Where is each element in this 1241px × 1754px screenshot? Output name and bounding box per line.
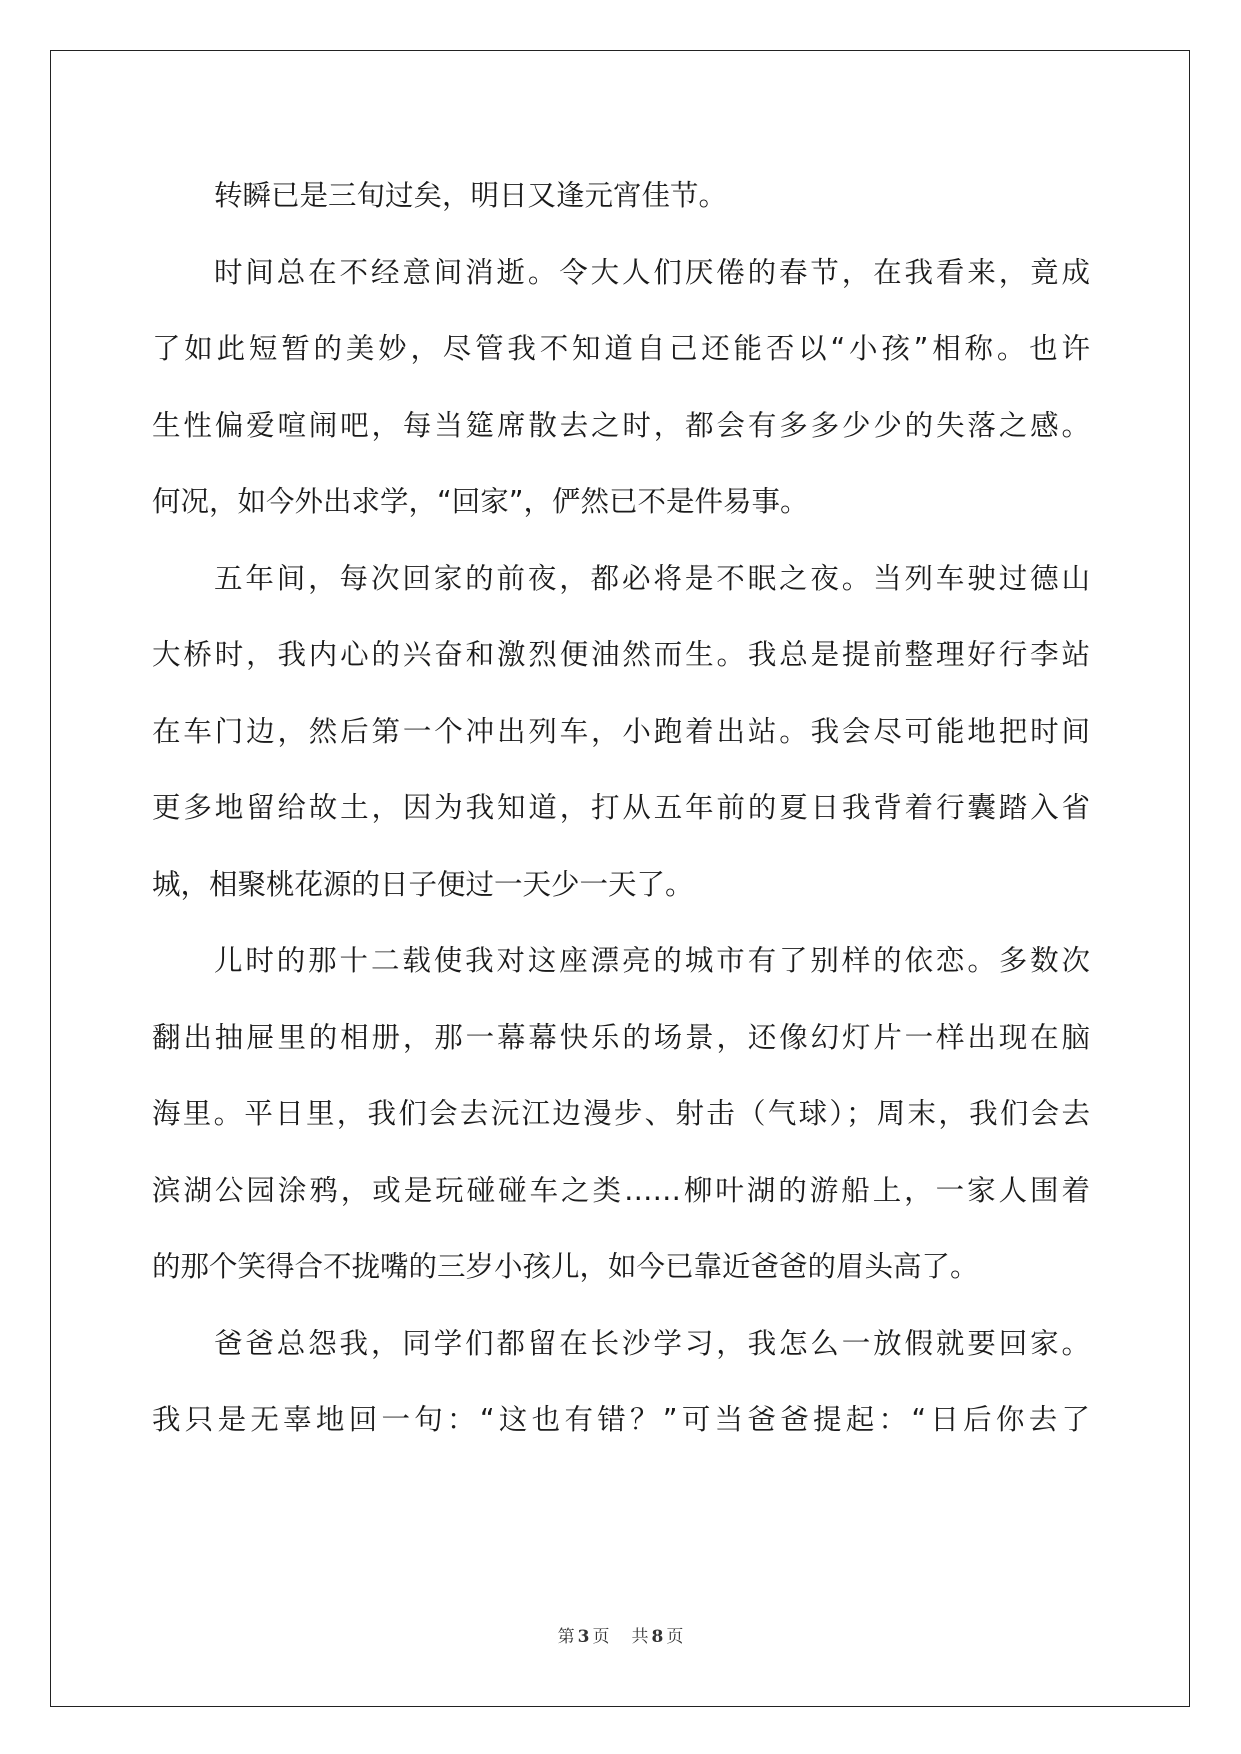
text-line: 时间总在不经意间消逝。令大人们厌倦的春节，在我看来，竟成 — [214, 255, 1090, 289]
text-line: 的那个笑得合不拢嘴的三岁小孩儿，如今已靠近爸爸的眉头高了。 — [152, 1250, 979, 1283]
text-line: 海里。平日里，我们会去沅江边漫步、射击（气球）；周末，我们会去 — [152, 1097, 1090, 1130]
text-line: 城，相聚桃花源的日子便过一天少一天了。 — [152, 867, 694, 901]
text-line: 五年间，每次回家的前夜，都必将是不眠之夜。当列车驶过德山 — [214, 561, 1090, 595]
text-line: 我只是无辜地回一句：“这也有错？”可当爸爸提起：“日后你去了 — [152, 1403, 1090, 1436]
page-prefix: 第 — [557, 1627, 575, 1647]
text-line: 生性偏爱喧闹吧，每当筵席散去之时，都会有多多少少的失落之感。 — [152, 408, 1090, 442]
total-prefix: 共 — [631, 1627, 649, 1647]
text-line: 儿时的那十二载使我对这座漂亮的城市有了别样的依恋。多数次 — [214, 944, 1090, 977]
page-total: 8 — [651, 1627, 664, 1647]
document-body — [152, 158, 1090, 1459]
page-unit: 页 — [592, 1627, 610, 1647]
text-line: 更多地留给故土，因为我知道，打从五年前的夏日我背着行囊踏入省 — [152, 791, 1090, 824]
text-line: 转瞬已是三旬过矣，明日又逢元宵佳节。 — [214, 179, 728, 212]
page-footer — [0, 1622, 1241, 1647]
text-line: 爸爸总怨我，同学们都留在长沙学习，我怎么一放假就要回家。 — [214, 1326, 1090, 1360]
text-line: 滨湖公园涂鸦，或是玩碰碰车之类……柳叶湖的游船上，一家人围着 — [152, 1173, 1090, 1207]
text-line: 翻出抽屉里的相册，那一幕幕快乐的场景，还像幻灯片一样出现在脑 — [152, 1020, 1090, 1054]
page-current: 3 — [577, 1627, 590, 1647]
text-line: 在车门边，然后第一个冲出列车，小跑着出站。我会尽可能地把时间 — [152, 714, 1090, 748]
text-line: 了如此短暂的美妙，尽管我不知道自己还能否以“小孩”相称。也许 — [152, 332, 1090, 365]
total-unit: 页 — [666, 1627, 684, 1647]
text-line: 何况，如今外出求学，“回家”，俨然已不是件易事。 — [152, 485, 809, 518]
text-line: 大桥时，我内心的兴奋和激烈便油然而生。我总是提前整理好行李站 — [152, 638, 1090, 671]
